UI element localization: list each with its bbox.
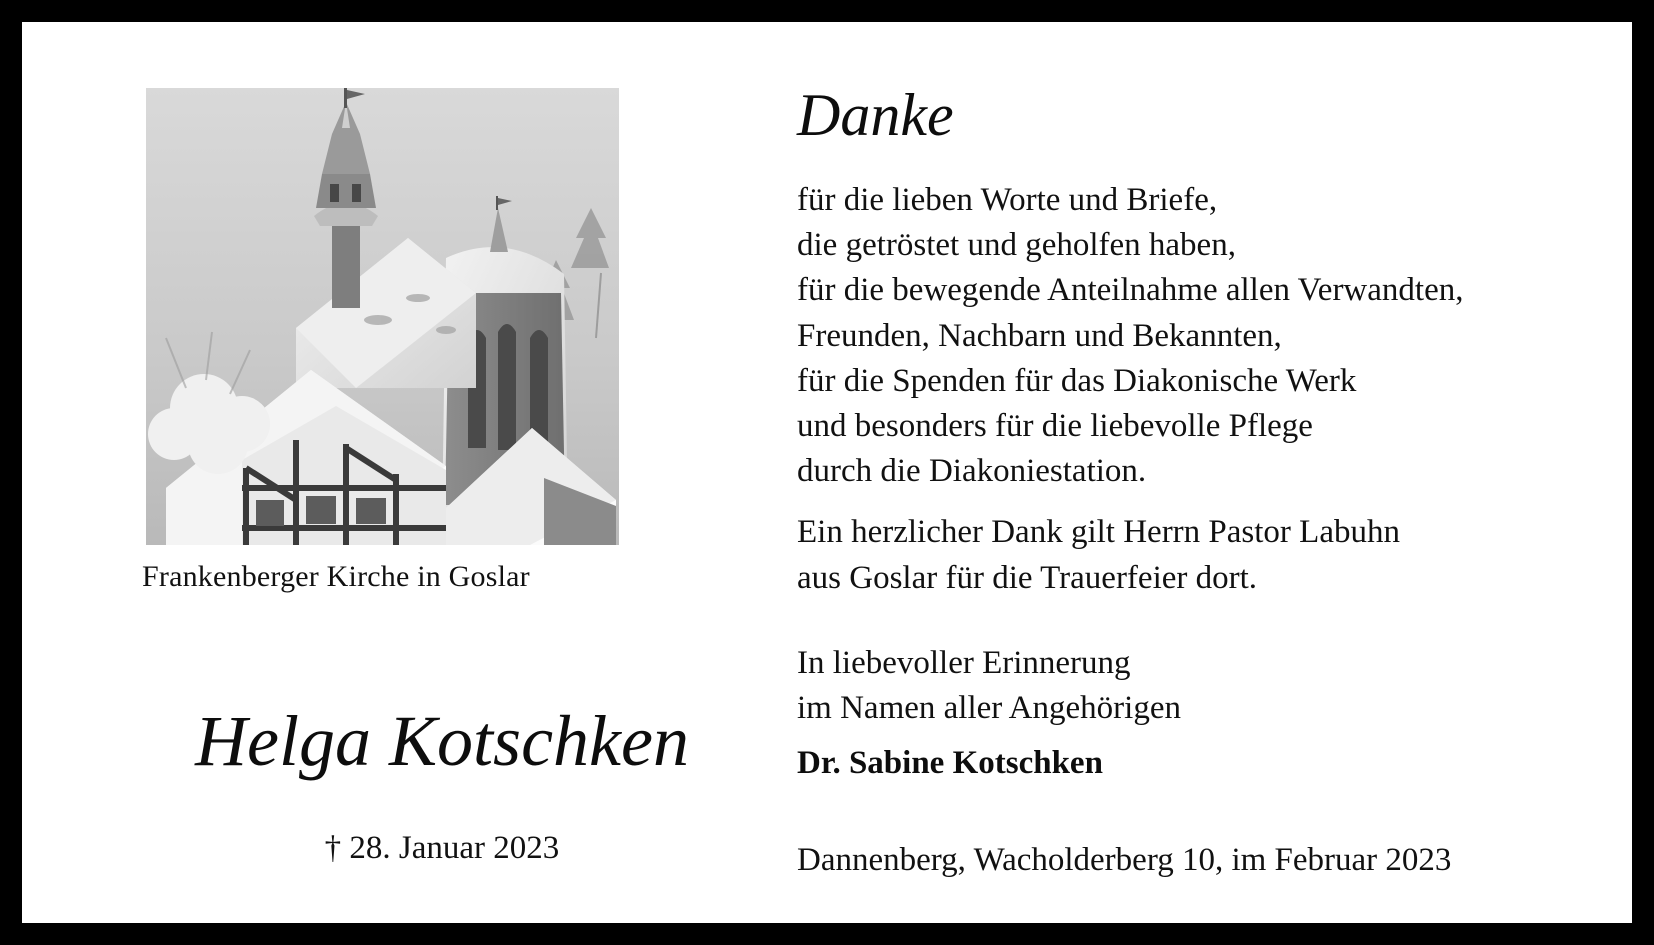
remembrance-line: im Namen aller Angehörigen bbox=[797, 690, 1181, 727]
thanks-line: und besonders für die liebevolle Pflege bbox=[797, 408, 1313, 445]
memorial-card bbox=[22, 22, 1632, 923]
thanks-line: die getröstet und geholfen haben, bbox=[797, 227, 1236, 264]
thanks-heading: Danke bbox=[797, 82, 954, 148]
thanks-line: Ein herzlicher Dank gilt Herrn Pastor Labuhn bbox=[797, 514, 1400, 551]
deceased-name: Helga Kotschken bbox=[195, 701, 689, 781]
thanks-line: für die lieben Worte und Briefe, bbox=[797, 182, 1218, 218]
photo-caption: Frankenberger Kirche in Goslar bbox=[142, 560, 530, 593]
thanks-line: durch die Diakoniestation. bbox=[797, 453, 1147, 490]
thanks-line: aus Goslar für die Trauerfeier dort. bbox=[797, 559, 1258, 596]
place-and-date: Dannenberg, Wacholderberg 10, im Februar 2023 bbox=[797, 842, 1452, 878]
card-inner bbox=[22, 22, 1632, 923]
left-column bbox=[122, 70, 762, 880]
signature-name: Dr. Sabine Kotschken bbox=[797, 745, 1103, 782]
remembrance-line: In liebevoller Erinnerung bbox=[797, 644, 1131, 681]
thanks-line: für die Spenden für das Diakonische Werk bbox=[797, 362, 1357, 399]
thanks-paragraph-1 bbox=[797, 178, 1587, 494]
church-photo-illustration bbox=[146, 88, 619, 545]
frankenberger-kirche-photo bbox=[146, 88, 619, 545]
remembrance-paragraph bbox=[797, 641, 1587, 731]
death-date: † 28. Januar 2023 bbox=[324, 830, 560, 866]
thanks-paragraph-2 bbox=[797, 510, 1587, 600]
thanks-line: für die bewegende Anteilnahme allen Verwandten, bbox=[797, 272, 1464, 309]
right-column bbox=[797, 82, 1587, 782]
thanks-line: Freunden, Nachbarn und Bekannten, bbox=[797, 317, 1282, 354]
spacer bbox=[797, 601, 1587, 641]
